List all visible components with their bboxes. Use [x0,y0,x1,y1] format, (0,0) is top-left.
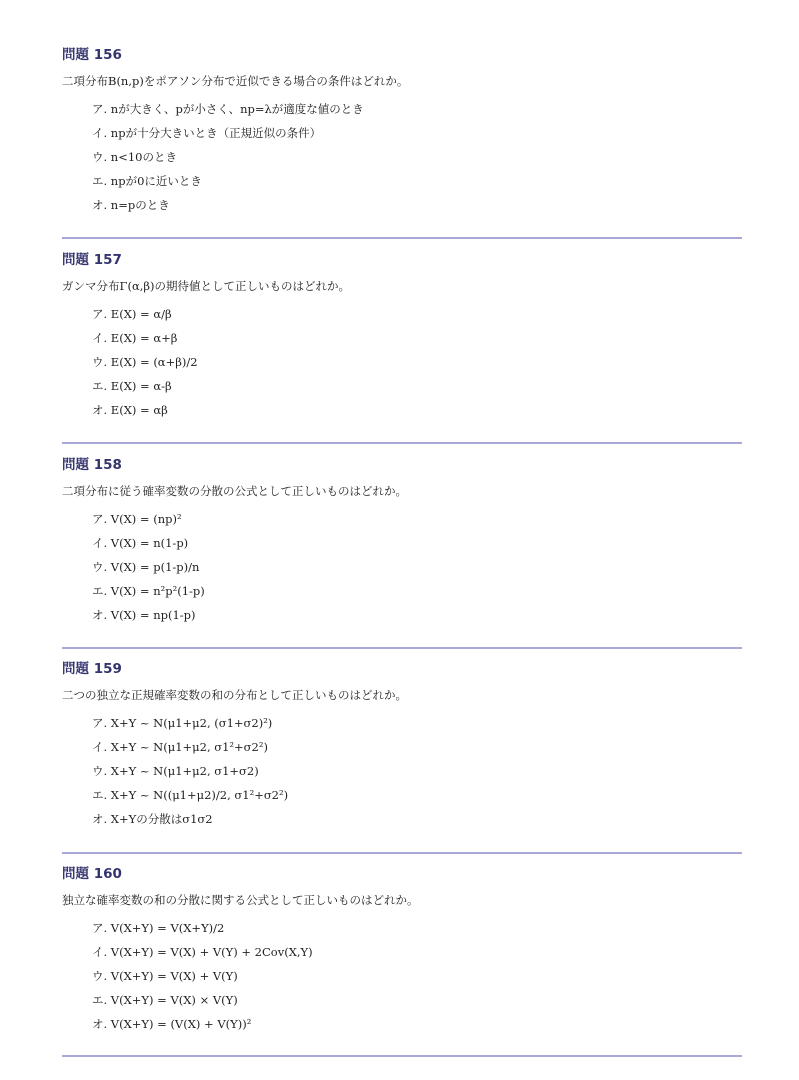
option-o: オ. n=pのとき [92,198,170,212]
option-e: エ. X+Y ~ N((μ1+μ2)/2, σ1²+σ2²) [92,788,289,802]
question-title: 問題 159 [62,661,122,677]
option-a: ア. E(X) = α/β [92,307,172,321]
option-u: ウ. V(X+Y) = V(X) + V(Y) [92,969,238,983]
question-text: 独立な確率変数の和の分散に関する公式として正しいものはどれか。 [62,893,419,907]
options-list [62,920,742,1040]
option-a: ア. nが大きく、pが小さく、np=λが適度な値のとき [92,102,364,116]
section-divider [62,442,742,444]
question-title: 問題 156 [62,47,122,63]
option-e: エ. E(X) = α-β [92,379,172,393]
option-a: ア. V(X+Y) = V(X+Y)/2 [92,921,225,935]
option-a: ア. X+Y ~ N(μ1+μ2, (σ1+σ2)²) [92,716,273,730]
option-i: イ. V(X) = n(1-p) [92,536,189,550]
question-text: 二項分布B(n,p)をポアソン分布で近似できる場合の条件はどれか。 [62,74,409,88]
question-title: 問題 160 [62,866,122,882]
question-text: ガンマ分布Γ(α,β)の期待値として正しいものはどれか。 [62,279,351,293]
option-e: エ. npが0に近いとき [92,174,202,188]
option-u: ウ. n<10のとき [92,150,177,164]
option-i: イ. X+Y ~ N(μ1+μ2, σ1²+σ2²) [92,740,268,754]
section-divider [62,647,742,649]
question-title: 問題 158 [62,457,122,473]
section-divider [62,237,742,239]
option-i: イ. npが十分大きいとき（正規近似の条件） [92,126,322,140]
option-u: ウ. E(X) = (α+β)/2 [92,355,198,369]
option-o: オ. V(X+Y) = (V(X) + V(Y))² [92,1017,252,1031]
question-160 [62,865,742,1040]
options-list [62,306,742,426]
option-u: ウ. V(X) = p(1-p)/n [92,560,200,574]
options-list [62,101,742,221]
question-159 [62,660,742,835]
question-158 [62,456,742,631]
options-list [62,511,742,631]
option-e: エ. V(X+Y) = V(X) × V(Y) [92,993,238,1007]
option-i: イ. V(X+Y) = V(X) + V(Y) + 2Cov(X,Y) [92,945,313,959]
options-list [62,715,742,835]
section-divider [62,1055,742,1057]
option-i: イ. E(X) = α+β [92,331,178,345]
question-156 [62,46,742,221]
question-text: 二つの独立な正規確率変数の和の分布として正しいものはどれか。 [62,688,407,702]
option-o: オ. V(X) = np(1-p) [92,608,196,622]
option-o: オ. E(X) = αβ [92,403,168,417]
question-title: 問題 157 [62,252,122,268]
option-o: オ. X+Yの分散はσ1σ2 [92,812,213,826]
option-u: ウ. X+Y ~ N(μ1+μ2, σ1+σ2) [92,764,259,778]
option-e: エ. V(X) = n²p²(1-p) [92,584,205,598]
section-divider [62,852,742,854]
question-157 [62,251,742,426]
question-text: 二項分布に従う確率変数の分散の公式として正しいものはどれか。 [62,484,407,498]
option-a: ア. V(X) = (np)² [92,512,182,526]
